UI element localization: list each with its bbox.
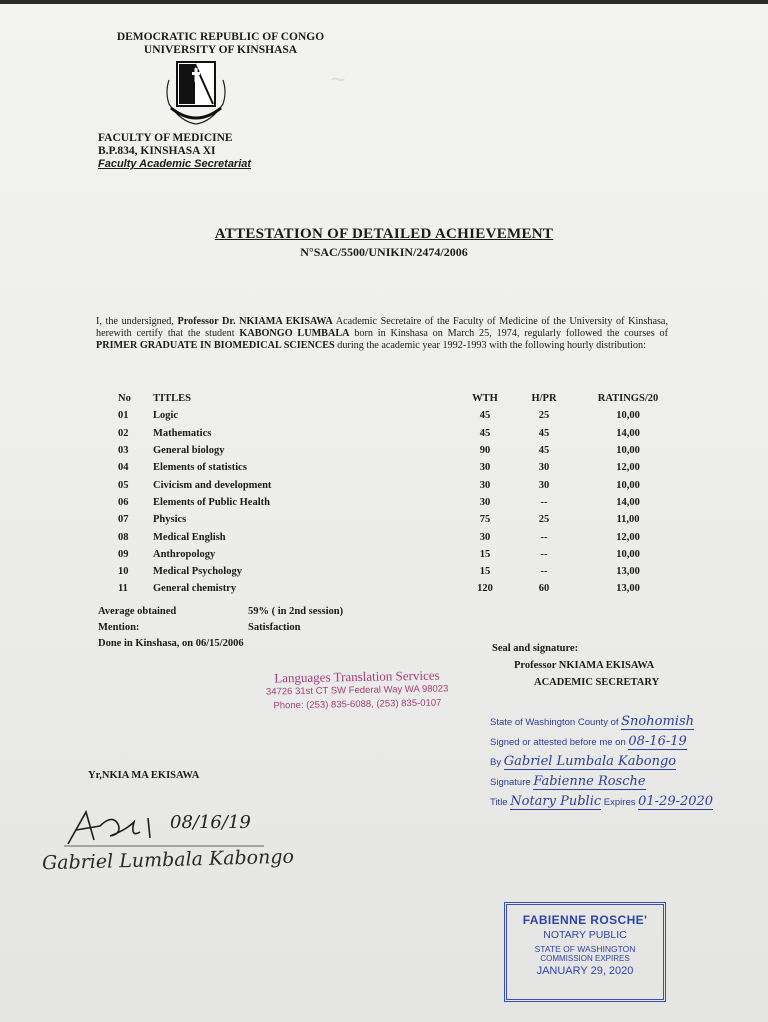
notary-signature-label: Signature	[490, 777, 531, 788]
notary-block	[490, 712, 730, 812]
course-hpr: 45	[538, 445, 550, 457]
notary-county: Snohomish	[621, 714, 694, 729]
course-hpr: 45	[538, 427, 550, 439]
table-row	[118, 442, 683, 459]
course-hpr: 25	[538, 410, 550, 422]
notary-signed-label: Signed or attested before me on	[490, 737, 626, 748]
course-title: General biology	[153, 445, 225, 457]
header-titles: TITLES	[153, 393, 191, 405]
table-row	[118, 494, 683, 511]
country-name: DEMOCRATIC REPUBLIC OF CONGO	[116, 31, 325, 43]
course-wth: 90	[479, 445, 491, 457]
course-rating: 10,00	[616, 445, 640, 457]
course-no: 02	[118, 427, 129, 439]
notary-stamp-line4: JANUARY 29, 2020	[536, 965, 634, 977]
notary-signature-value: Fabienne Rosche	[533, 774, 646, 789]
faculty-header	[98, 132, 251, 171]
notary-stamp-name: FABIENNE ROSCHE'	[522, 913, 648, 927]
notary-title-label: Title	[490, 797, 508, 808]
notary-signed-date: 08-16-19	[628, 734, 687, 749]
course-wth: 30	[479, 496, 491, 508]
course-hpr: 30	[538, 479, 550, 491]
course-wth: 15	[479, 566, 491, 578]
notary-state-label: State of Washington County of	[490, 717, 619, 728]
notary-expires-label: Expires	[603, 797, 636, 808]
signatory-printed-name: Yr,NKIA MA EKISAWA	[88, 770, 200, 781]
course-title: Elements of statistics	[153, 462, 247, 474]
course-hpr: --	[540, 496, 548, 508]
notary-title-value: Notary Public	[510, 794, 602, 809]
signatory-handwritten-name: Gabriel Lumbala Kabongo	[41, 845, 295, 875]
table-row	[118, 580, 683, 597]
course-hpr: 30	[538, 462, 550, 474]
header-hpr: H/PR	[531, 393, 557, 405]
course-title: Mathematics	[153, 427, 212, 439]
course-rating: 12,00	[616, 462, 640, 474]
table-row	[118, 407, 683, 424]
course-title: Anthropology	[153, 548, 216, 560]
notary-signed-line	[490, 732, 730, 752]
course-title: Civicism and development	[153, 479, 272, 491]
notary-signature-line	[490, 772, 730, 792]
notary-by-name: Gabriel Lumbala Kabongo	[503, 754, 677, 769]
course-title: Medical Psychology	[153, 566, 242, 578]
table-row	[118, 425, 683, 442]
notary-title-line	[490, 792, 730, 812]
university-header	[98, 31, 343, 57]
course-wth: 120	[477, 583, 493, 595]
table-row	[118, 476, 683, 493]
course-title: Elements of Public Health	[153, 496, 270, 508]
intro-text-1: I, the undersigned,	[96, 316, 178, 327]
course-rating: 14,00	[616, 427, 640, 439]
notary-state-line	[490, 712, 730, 732]
course-no: 11	[118, 583, 128, 595]
course-rows	[118, 407, 683, 597]
mention-label: Mention:	[98, 622, 140, 633]
mention-line	[98, 620, 343, 636]
course-hpr: --	[540, 566, 548, 578]
seal-title: ACADEMIC SECRETARY	[534, 677, 660, 688]
mention-value: Satisfaction	[248, 622, 301, 633]
document-title-block	[0, 226, 768, 260]
seal-block	[492, 640, 659, 691]
intro-student-name: KABONGO LUMBALA	[239, 328, 350, 339]
course-no: 10	[118, 566, 129, 578]
course-no: 01	[118, 410, 129, 422]
intro-text-2: Academic Secretaire of the Faculty of Medicine of the University of Kinshasa, herewith certify that the student	[96, 316, 669, 339]
average-line	[98, 604, 343, 620]
faculty-secretariat: Faculty Academic Secretariat	[98, 158, 252, 170]
course-rating: 10,00	[616, 479, 640, 491]
intro-secretary-name: Professor Dr. NKIAMA EKISAWA	[177, 316, 333, 327]
translation-stamp-name: Languages Translation Services	[274, 667, 440, 686]
summary-block	[98, 604, 343, 652]
course-wth: 45	[479, 410, 491, 422]
average-value: 59% ( in 2nd session)	[248, 606, 344, 617]
table-row	[118, 528, 683, 545]
course-rating: 10,00	[616, 410, 640, 422]
course-rating: 12,00	[616, 531, 640, 543]
document-page	[0, 4, 768, 1022]
table-row	[118, 459, 683, 476]
course-no: 04	[118, 462, 129, 474]
average-label: Average obtained	[98, 606, 177, 617]
course-title: Logic	[153, 410, 179, 422]
intro-program: PRIMER GRADUATE IN BIOMEDICAL SCIENCES	[96, 340, 335, 351]
course-no: 07	[118, 514, 129, 526]
course-wth: 30	[479, 479, 491, 491]
course-hpr: 25	[538, 514, 550, 526]
notary-stamp-line2: STATE OF WASHINGTON	[534, 944, 636, 954]
intro-text-4: during the academic year 1992-1993 with the following hourly distribution:	[334, 340, 646, 351]
course-wth: 45	[479, 427, 491, 439]
course-no: 09	[118, 548, 129, 560]
faculty-name: FACULTY OF MEDICINE	[98, 132, 233, 144]
university-name: UNIVERSITY OF KINSHASA	[143, 44, 298, 56]
course-wth: 30	[479, 462, 491, 474]
course-hpr: 60	[538, 583, 550, 595]
document-title: ATTESTATION OF DETAILED ACHIEVEMENT	[214, 226, 554, 242]
document-reference: N°SAC/5500/UNIKIN/2474/2006	[300, 245, 468, 259]
header-wth: WTH	[472, 393, 498, 405]
course-no: 05	[118, 479, 129, 491]
course-rating: 10,00	[616, 548, 640, 560]
course-title: Medical English	[153, 531, 226, 543]
course-rating: 13,00	[616, 566, 640, 578]
courses-table	[118, 390, 683, 598]
course-hpr: --	[540, 548, 548, 560]
table-row	[118, 511, 683, 528]
translation-stamp-address: 34726 31st CT SW Federal Way WA 98023	[265, 683, 449, 698]
notary-expires-value: 01-29-2020	[638, 794, 714, 809]
course-hpr: --	[540, 531, 548, 543]
seal-label: Seal and signature:	[492, 643, 579, 654]
course-no: 03	[118, 445, 129, 457]
notary-by-label: By	[490, 757, 502, 768]
course-wth: 30	[479, 531, 491, 543]
course-wth: 15	[479, 548, 491, 560]
seal-name: Professor NKIAMA EKISAWA	[514, 660, 655, 671]
course-title: General chemistry	[153, 583, 237, 595]
notary-stamp-line1: NOTARY PUBLIC	[543, 929, 627, 941]
table-row	[118, 563, 683, 580]
signatory-handwritten-date: 08/16/19	[170, 812, 251, 833]
translation-stamp-phone: Phone: (253) 835-6088, (253) 835-0107	[273, 697, 442, 712]
header-no: No	[118, 393, 131, 405]
course-wth: 75	[479, 514, 491, 526]
intro-text-3: born in Kinshasa on March 25, 1974, regularly followed the courses of	[349, 328, 669, 339]
show-through-text: ~	[330, 64, 346, 94]
notary-stamp-line3: COMMISSION EXPIRES	[540, 954, 630, 963]
done-in-line: Done in Kinshasa, on 06/15/2006	[98, 638, 244, 649]
course-rating: 11,00	[616, 514, 640, 526]
course-rating: 14,00	[616, 496, 640, 508]
table-row	[118, 546, 683, 563]
university-crest-icon	[163, 58, 229, 126]
course-title: Physics	[153, 514, 187, 526]
table-header-row	[118, 390, 683, 407]
course-rating: 13,00	[616, 583, 640, 595]
header-ratings: RATINGS/20	[597, 393, 659, 405]
course-no: 06	[118, 496, 129, 508]
translation-stamp	[266, 668, 449, 713]
notary-stamp	[504, 902, 666, 1002]
intro-paragraph	[96, 316, 668, 352]
faculty-address: B.P.834, KINSHASA XI	[98, 145, 216, 157]
notary-by-line	[490, 752, 730, 772]
course-no: 08	[118, 531, 129, 543]
